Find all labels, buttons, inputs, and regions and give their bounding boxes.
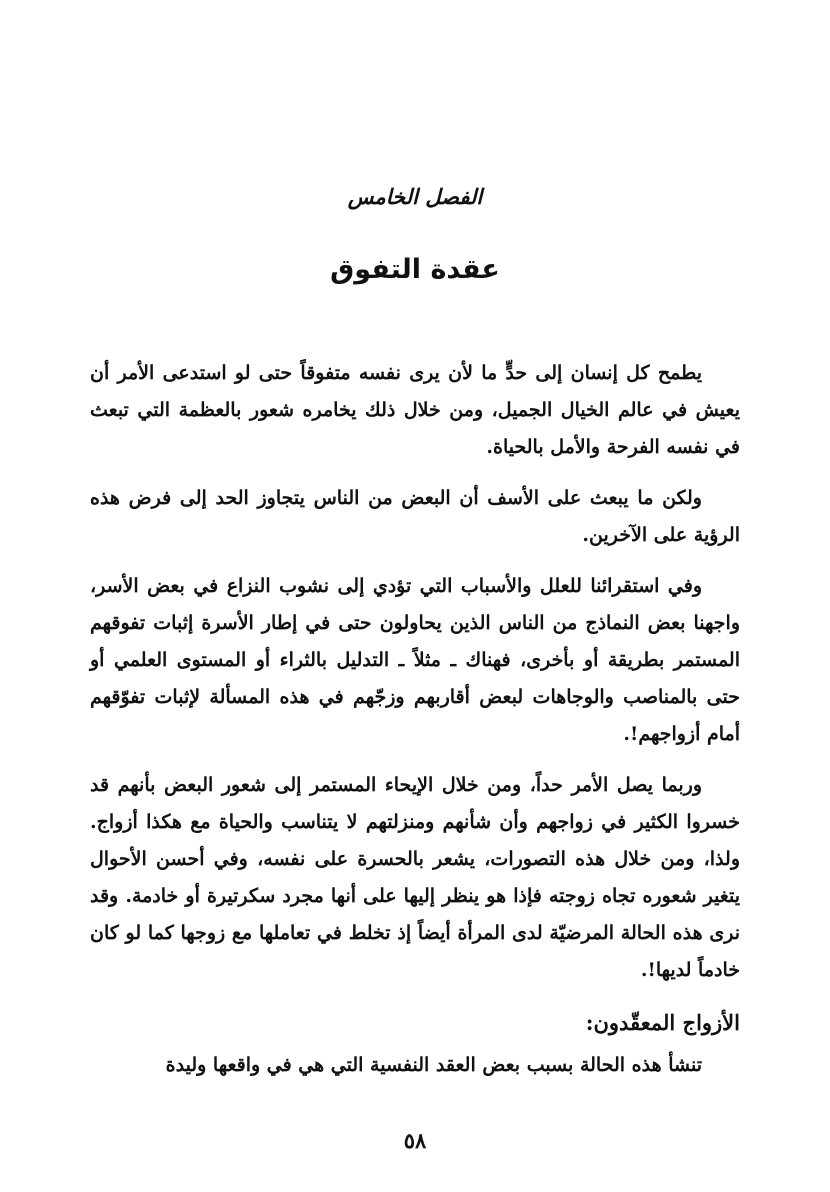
paragraph-1: يطمح كل إنسان إلى حدٍّ ما لأن يرى نفسه متفوقاً حتى لو استدعى الأمر أن يعيش في عالم الخيال الجميل، ومن خلال ذلك يخامره شعور بالعظمة التي تبعث في نفسه الفرحة والأمل بالحياة. (90, 362, 740, 458)
page-number: ٥٨ (403, 1128, 427, 1153)
paragraph-4: وربما يصل الأمر حداً، ومن خلال الإيحاء المستمر إلى شعور البعض بأنهم قد خسروا الكثير في زواجهم وأن شأنهم ومنزلتهم لا يتناسب والحياة مع هكذا أزواج. ولذا، ومن خلال هذه التصورات، يشعر بالحسرة على نفسه، وفي أحسن الأحوال يتغير شعوره تجاه زوجته فإذا هو ينظر إليها على أنها مجرد سكرتيرة أو خادمة. وقد نرى هذه الحالة المرضيّة لدى المرأة أيضاً إذ تخلط في تعاملها مع زوجها كما لو كان خادماً لديها!. (90, 774, 740, 981)
paragraph-2: ولكن ما يبعث على الأسف أن البعض من الناس يتجاوز الحد إلى فرض هذه الرؤية على الآخرين. (90, 487, 740, 546)
section-paragraph-1: تنشأ هذه الحالة بسبب بعض العقد النفسية التي هي في واقعها وليدة (165, 1054, 702, 1076)
chapter-label: الفصل الخامس (347, 184, 483, 209)
section-heading: الأزواج المعقّدون: (585, 1010, 740, 1035)
chapter-title: عقدة التفوق (330, 254, 500, 285)
body-text (90, 355, 740, 1098)
paragraph-3: وفي استقرائنا للعلل والأسباب التي تؤدي إلى نشوب النزاع في بعض الأسر، واجهنا بعض النماذج من الناس الذين يحاولون حتى في إطار الأسرة إثبات تفوقهم المستمر بطريقة أو بأخرى، فهناك ـ مثلاً ـ التدليل بالثراء أو المستوى العلمي أو حتى بالمناصب والوجاهات لبعض أقاربهم وزجّهم في هذه المسألة لإثبات تفوّقهم أمام أزواجهم!. (90, 575, 740, 745)
